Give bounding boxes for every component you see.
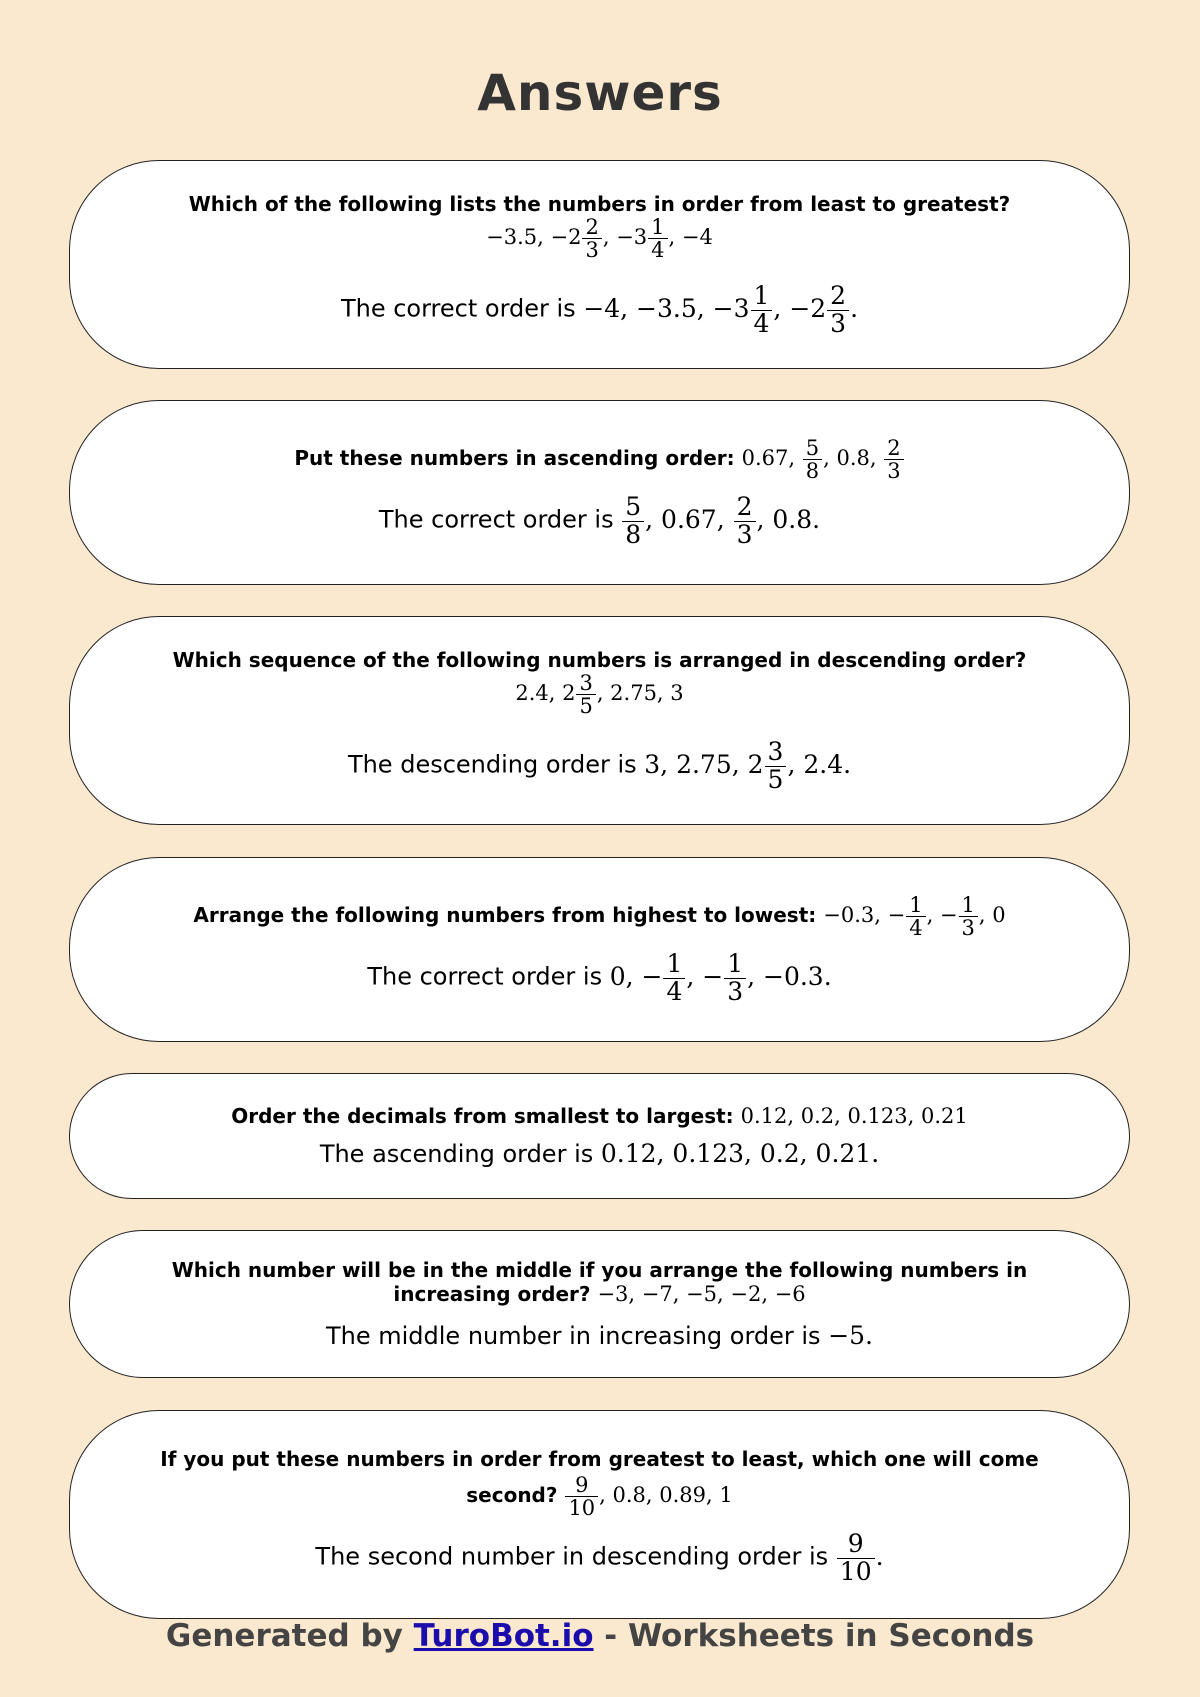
turobot-link[interactable]: TuroBot.io [413, 1618, 594, 1654]
answer-text: The correct order is $\frac{5}{8}$ , 0.67, $\frac{2}{3}$ , 0.8. [378, 492, 821, 549]
answer-card-2 [69, 400, 1130, 585]
answer-text: The correct order is 0, − $\frac{1}{4}$ , − $\frac{1}{3}$ , −0.3. [367, 949, 832, 1006]
question-math: 0.12, 0.2, 0.123, 0.21 [740, 1103, 968, 1128]
answer-math: $\frac{5}{8}$ , 0.67, $\frac{2}{3}$ , 0.8. [621, 505, 820, 534]
question-text: Which sequence of the following numbers is arranged in descending order? 2.4, 2 $\frac{3}{5}$ , 2.75, 3 [172, 648, 1027, 719]
footer: Generated by TuroBot.io - Worksheets in Seconds [165, 1618, 1035, 1654]
answer-text: The descending order is 3, 2.75, 2 $\frac{3}{5}$ , 2.4. [347, 737, 852, 794]
answer-text: The ascending order is 0.12, 0.123, 0.2, 0.21. [319, 1139, 880, 1169]
answer-text: The second number in descending order is $\frac{9}{10}$ . [315, 1529, 884, 1586]
answer-card-1 [69, 160, 1130, 369]
answer-card-7 [69, 1410, 1130, 1619]
answer-card-4 [69, 857, 1130, 1042]
answer-math: −4, −3.5, −3 $\frac{1}{4}$ , −2 $\frac{2}{3}$ . [583, 281, 859, 338]
answer-math: 0.12, 0.123, 0.2, 0.21. [600, 1139, 880, 1169]
question-math: −0.3, − $\frac{1}{4}$ , − $\frac{1}{3}$ , 0 [823, 893, 1006, 941]
question-text: Which of the following lists the numbers in order from least to greatest? −3.5, −2 $\frac{2}{3}$ , −3 $\frac{1}{4}$ , −4 [188, 192, 1011, 263]
answer-math: −5. [828, 1321, 874, 1351]
question-math: 0.67, $\frac{5}{8}$ , 0.8, $\frac{2}{3}$ [742, 446, 905, 470]
answer-card-3 [69, 616, 1130, 825]
answer-card-6 [69, 1230, 1130, 1378]
question-math: −3.5, −2 $\frac{2}{3}$ , −3 $\frac{1}{4}$ , −4 [486, 215, 713, 263]
answer-math: 3, 2.75, 2 $\frac{3}{5}$ , 2.4. [644, 737, 852, 794]
answer-text: The correct order is −4, −3.5, −3 $\frac{1}{4}$ , −2 $\frac{2}{3}$ . [340, 281, 859, 338]
question-math: 2.4, 2 $\frac{3}{5}$ , 2.75, 3 [515, 671, 684, 719]
question-text: Which number will be in the middle if you arrange the following numbers in increasing order? −3, −7, −5, −2, −6 [171, 1257, 1028, 1306]
question-text: If you put these numbers in order from greatest to least, which one will come second? $\frac{9}{10}$ , 0.8, 0.89, 1 [160, 1447, 1039, 1521]
question-text: Arrange the following numbers from highest to lowest: −0.3, − $\frac{1}{4}$ , − $\frac{1}{3}$ , 0 [193, 893, 1006, 941]
answer-math: 0, − $\frac{1}{4}$ , − $\frac{1}{3}$ , −0.3. [609, 949, 832, 1006]
answer-text: The middle number in increasing order is −5. [325, 1321, 874, 1351]
answer-card-5 [69, 1073, 1130, 1199]
answer-math: $\frac{9}{10}$ . [836, 1542, 884, 1571]
question-math: $\frac{9}{10}$ , 0.8, 0.89, 1 [564, 1483, 732, 1507]
question-text: Order the decimals from smallest to largest: 0.12, 0.2, 0.123, 0.21 [231, 1103, 968, 1128]
question-text: Put these numbers in ascending order: 0.67, $\frac{5}{8}$ , 0.8, $\frac{2}{3}$ [294, 437, 904, 482]
question-math: −3, −7, −5, −2, −6 [597, 1281, 806, 1306]
page-title: Answers [477, 64, 723, 122]
